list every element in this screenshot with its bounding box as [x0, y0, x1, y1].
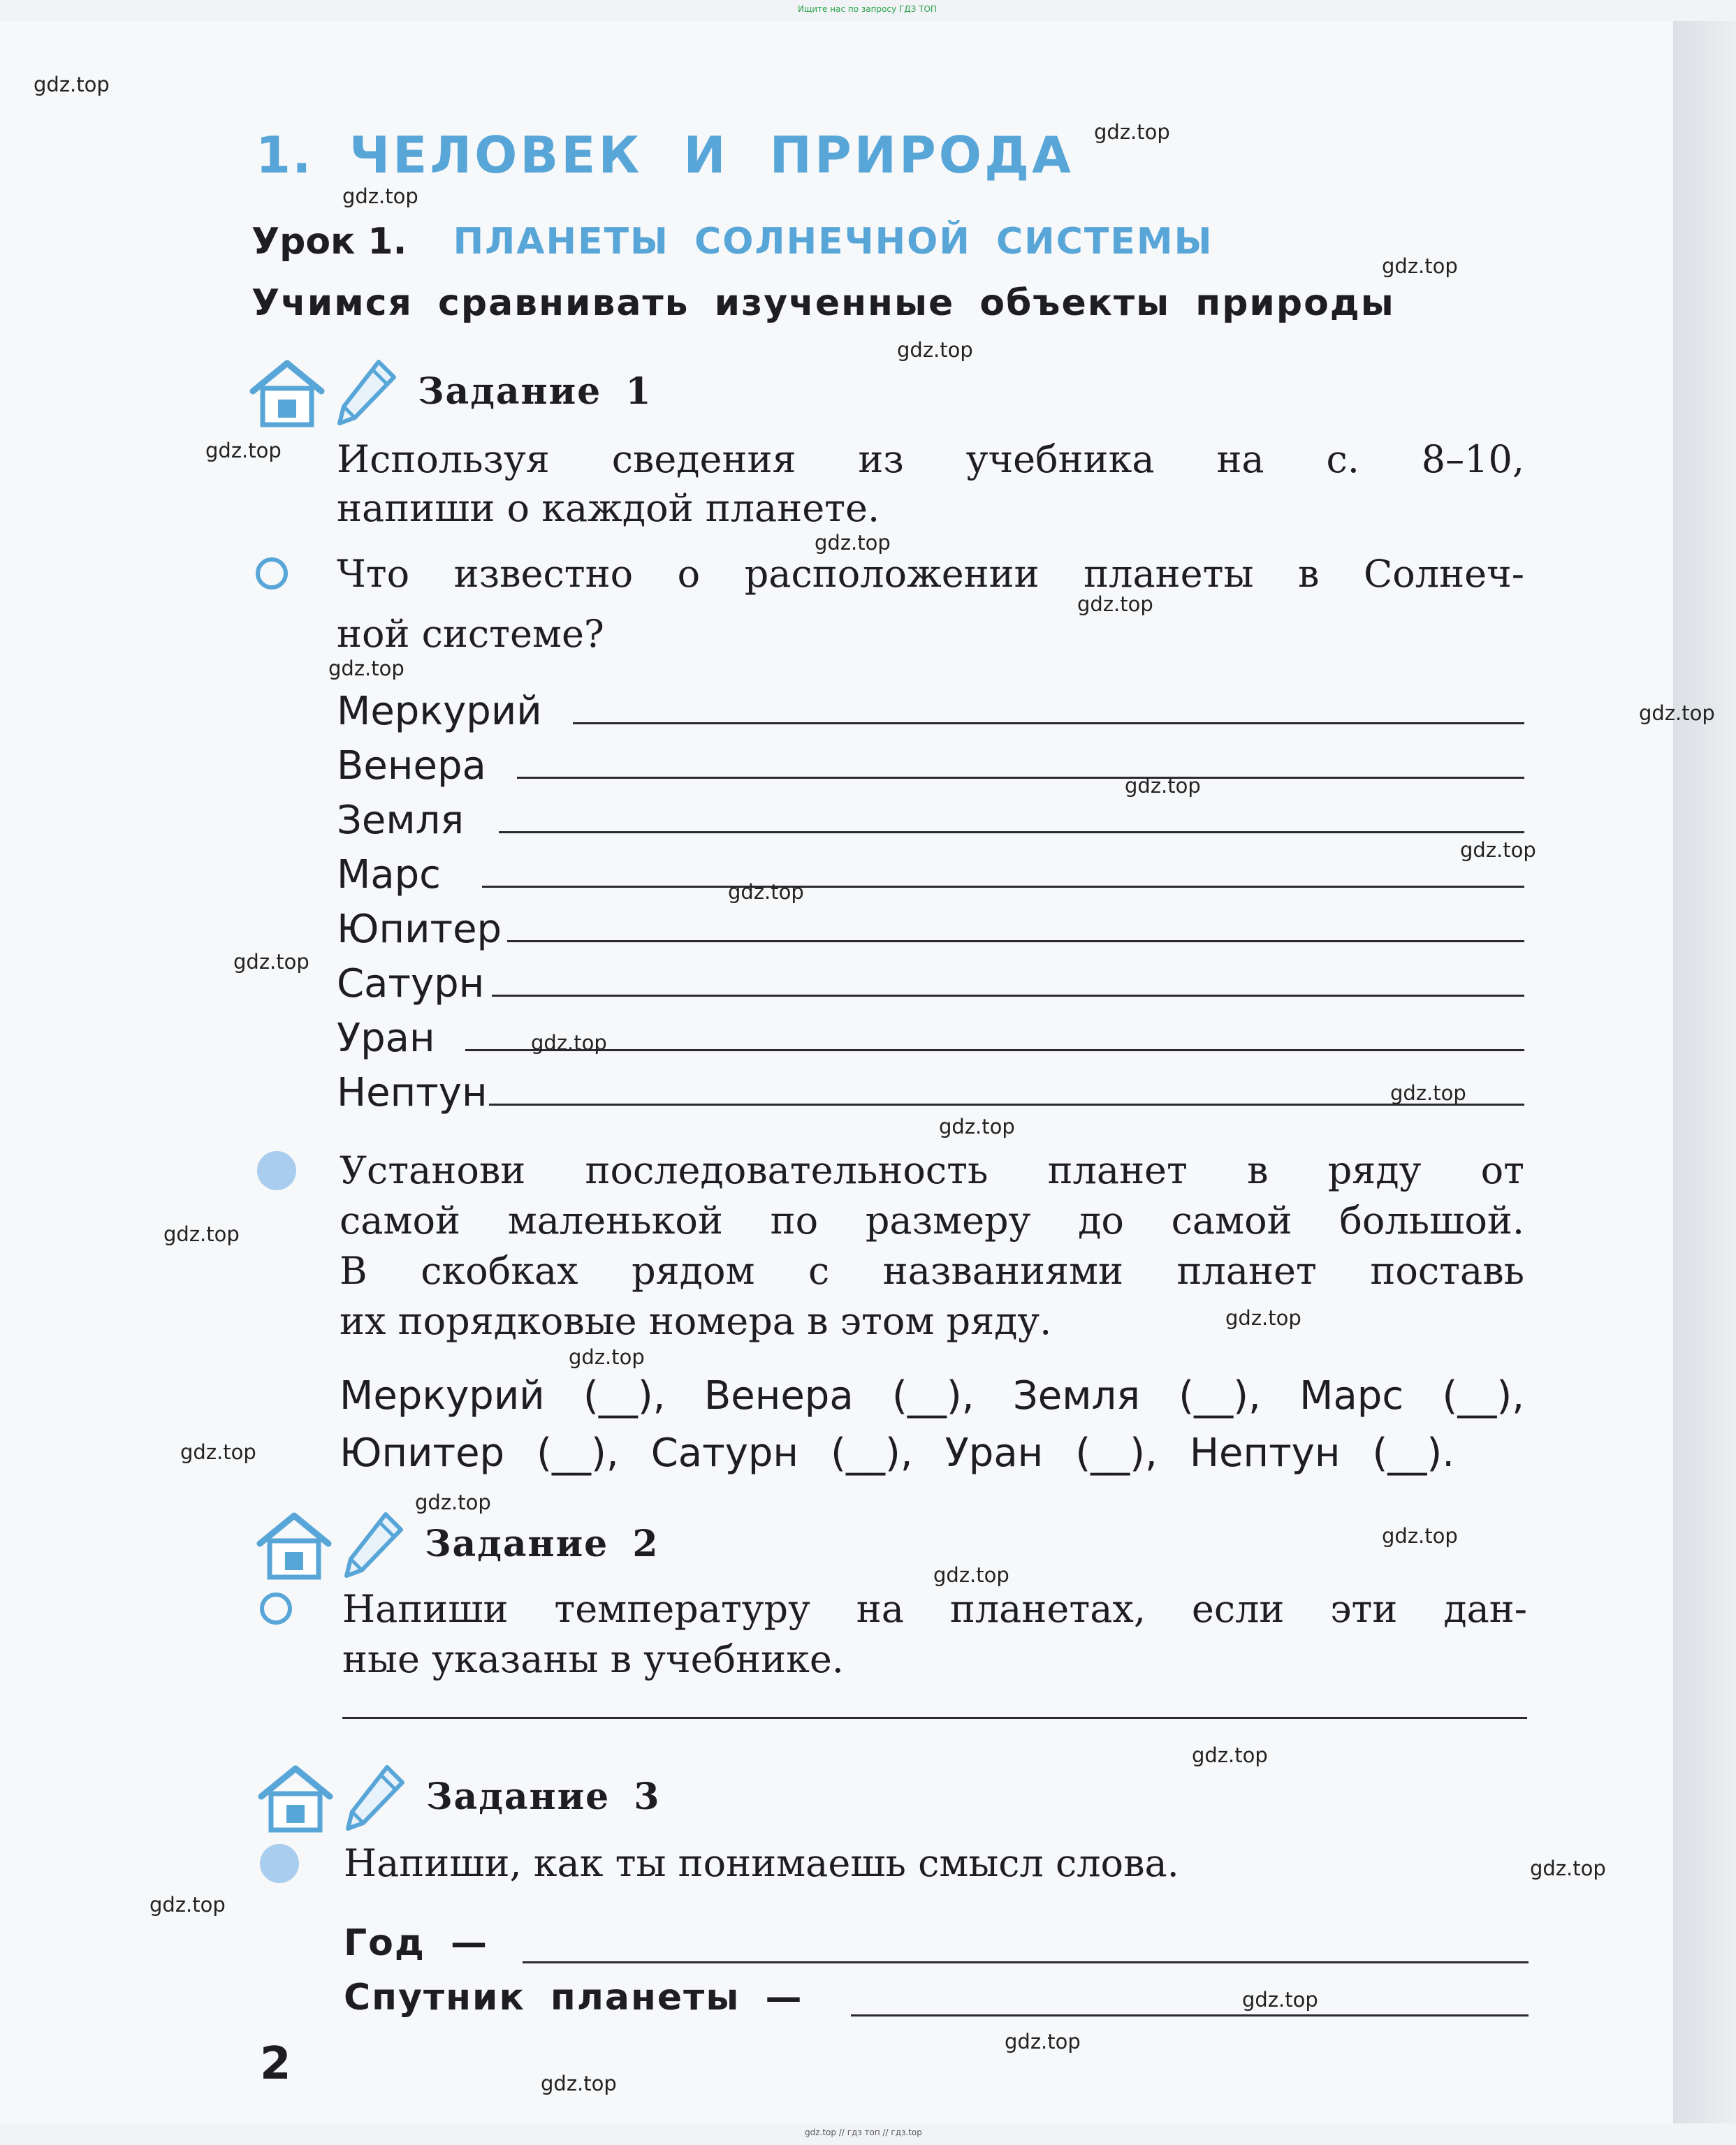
task3-title: Задание 3 [426, 1776, 661, 1818]
task1-q2-line1: Установи последовательность планет в ряду от [340, 1148, 1524, 1192]
watermark: gdz.top [1639, 701, 1715, 725]
watermark: gdz.top [149, 1893, 226, 1917]
task1-title: Задание 1 [418, 370, 652, 413]
watermark: gdz.top [1125, 774, 1201, 798]
watermark: gdz.top [1094, 120, 1170, 144]
watermark: gdz.top [1390, 1081, 1466, 1105]
planet-order-line1[interactable]: Меркурий (__), Венера (__), Земля (__), Марс (__), [340, 1373, 1524, 1419]
footer-note: gdz.top // гдз топ // гдз.top [805, 2128, 922, 2137]
watermark: gdz.top [1460, 838, 1536, 862]
watermark: gdz.top [180, 1440, 256, 1464]
pen-icon [338, 1762, 408, 1838]
task2-title: Задание 2 [425, 1523, 659, 1565]
watermark: gdz.top [815, 531, 891, 555]
watermark: gdz.top [531, 1031, 607, 1055]
planet-label-venus: Венера [337, 743, 486, 789]
watermark: gdz.top [897, 338, 973, 362]
chapter-title: ЧЕЛОВЕК И ПРИРОДА [349, 126, 1074, 184]
planet-label-neptune: Нептун [337, 1070, 488, 1115]
planet-label-earth: Земля [337, 798, 465, 843]
task1-q2-line3: В скобках рядом с названиями планет поставь [340, 1249, 1524, 1293]
answer-line-saturn[interactable] [492, 995, 1524, 997]
term-year-answer-line[interactable] [523, 1961, 1529, 1963]
answer-line-mars[interactable] [482, 886, 1524, 888]
top-note: Ищите нас по запросу ГДЗ ТОП [798, 4, 937, 14]
planet-label-jupiter: Юпитер [337, 907, 502, 952]
page-edge [1673, 21, 1736, 2123]
planet-order-line2[interactable]: Юпитер (__), Сатурн (__), Уран (__), Нептун (__). [340, 1430, 1454, 1476]
task2-answer-line[interactable] [342, 1717, 1527, 1719]
watermark: gdz.top [1225, 1306, 1301, 1330]
watermark: gdz.top [328, 657, 404, 680]
watermark: gdz.top [1382, 1524, 1458, 1548]
watermark: gdz.top [342, 184, 418, 208]
watermark: gdz.top [233, 950, 309, 974]
lesson-subtitle: Учимся сравнивать изученные объекты природы [251, 282, 1395, 324]
watermark: gdz.top [1005, 2030, 1081, 2054]
term-satellite-answer-line[interactable] [851, 2014, 1529, 2016]
planet-label-mercury: Меркурий [337, 689, 542, 734]
watermark: gdz.top [1242, 1988, 1318, 2012]
planet-label-mars: Марс [337, 852, 441, 898]
difficulty-medium-marker [260, 1844, 299, 1883]
answer-line-uranus[interactable] [465, 1049, 1524, 1051]
home-icon [256, 1510, 333, 1580]
watermark: gdz.top [1382, 254, 1458, 278]
watermark: gdz.top [569, 1345, 645, 1369]
difficulty-basic-marker [256, 557, 288, 590]
watermark: gdz.top [205, 439, 282, 462]
chapter-number: 1. [256, 126, 313, 184]
watermark: gdz.top [163, 1222, 240, 1246]
task1-q1-line2: ной системе? [337, 612, 604, 656]
planet-label-saturn: Сатурн [337, 961, 485, 1006]
watermark: gdz.top [1192, 1743, 1268, 1767]
watermark: gdz.top [415, 1491, 491, 1514]
watermark: gdz.top [1530, 1857, 1606, 1880]
planet-label-uranus: Уран [337, 1016, 435, 1061]
watermark: gdz.top [1077, 592, 1153, 616]
answer-line-venus[interactable] [517, 777, 1524, 779]
task1-q2-line4: их порядковые номера в этом ряду. [340, 1299, 1052, 1343]
difficulty-medium-marker [257, 1151, 296, 1190]
lesson-label: Урок 1. [251, 221, 407, 263]
pen-icon [330, 356, 400, 433]
task2-line2: ные указаны в учебнике. [342, 1637, 844, 1681]
answer-line-neptune[interactable] [489, 1104, 1524, 1106]
task1-q1-line1: Что известно о расположении планеты в Солнеч- [337, 552, 1524, 596]
page-sheet [0, 21, 1673, 2123]
pen-icon [337, 1509, 407, 1586]
watermark: gdz.top [34, 73, 110, 96]
watermark: gdz.top [939, 1115, 1015, 1139]
task2-line1: Напиши температуру на планетах, если эти дан- [342, 1587, 1527, 1631]
difficulty-basic-marker [260, 1593, 292, 1625]
answer-line-jupiter[interactable] [507, 940, 1524, 942]
lesson-heading [251, 221, 1213, 263]
task1-intro-line2: напиши о каждой планете. [337, 486, 880, 530]
page-number: 2 [260, 2038, 291, 2090]
task3-line1: Напиши, как ты понимаешь смысл слова. [344, 1841, 1179, 1885]
term-satellite: Спутник планеты — [344, 1977, 803, 2019]
answer-line-mercury[interactable] [573, 722, 1524, 724]
lesson-title: ПЛАНЕТЫ СОЛНЕЧНОЙ СИСТЕМЫ [453, 221, 1213, 263]
task1-intro-line1: Используя сведения из учебника на с. 8–10, [337, 437, 1524, 481]
term-year: Год — [344, 1922, 488, 1964]
watermark: gdz.top [728, 880, 804, 904]
task1-q2-line2: самой маленькой по размеру до самой большой. [340, 1199, 1524, 1243]
home-icon [249, 358, 326, 427]
watermark: gdz.top [933, 1563, 1009, 1587]
home-icon [257, 1763, 334, 1833]
watermark: gdz.top [541, 2072, 617, 2095]
answer-line-earth[interactable] [499, 831, 1524, 833]
